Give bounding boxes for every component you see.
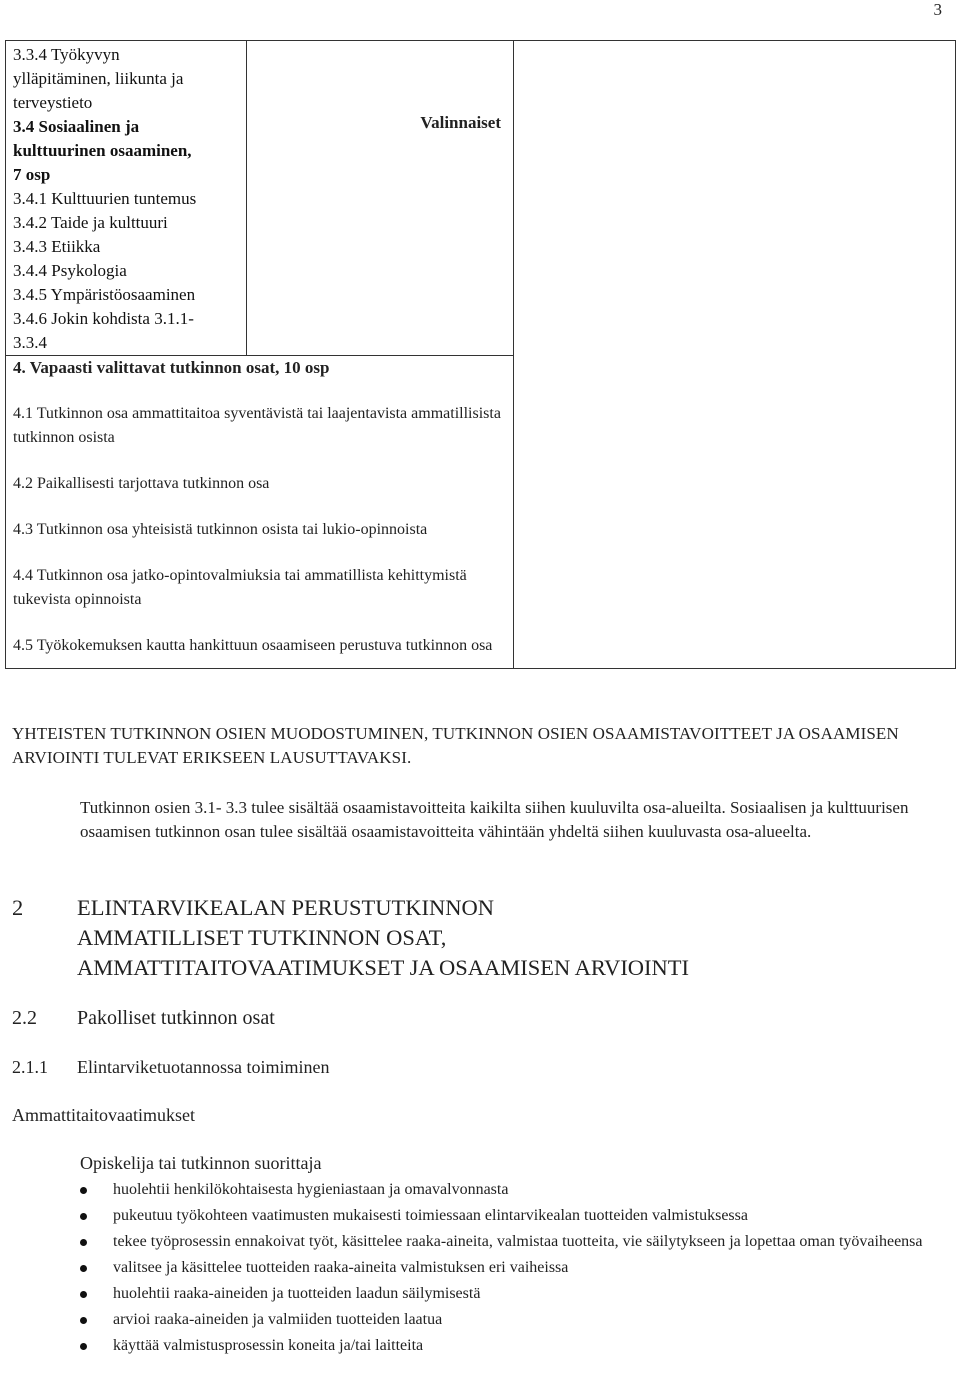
list-item-text: pukeutuu työkohteen vaatimusten mukaisesti toimiessaan elintarvikealan tuotteiden valmistuksessa xyxy=(113,1207,748,1224)
elective-item: 4.2 Paikallisesti tarjottava tutkinnon osa xyxy=(13,475,270,492)
common-unit-line: 7 osp xyxy=(13,165,51,184)
common-unit-line: 3.4.1 Kulttuurien tuntemus xyxy=(13,189,197,208)
table-cell-common-units xyxy=(6,41,247,356)
table-cell-electives xyxy=(6,356,514,669)
table-cell-valinnaiset xyxy=(247,41,514,356)
main-heading-number: 2 xyxy=(12,895,24,920)
common-unit-line: 3.4.3 Etiikka xyxy=(13,237,101,256)
opiskelija-label: Opiskelija tai tutkinnon suorittaja xyxy=(80,1153,322,1173)
subsection-heading xyxy=(12,1055,329,1079)
common-unit-line: 3.4.5 Ympäristöosaaminen xyxy=(13,285,196,304)
list-item xyxy=(80,1256,940,1280)
main-heading-line: ELINTARVIKEALAN PERUSTUTKINNON xyxy=(77,895,494,920)
list-item-text: käyttää valmistusprosessin koneita ja/tai laitteita xyxy=(113,1337,424,1354)
common-unit-line: 3.4.2 Taide ja kulttuuri xyxy=(13,213,168,232)
curriculum-table xyxy=(5,40,956,669)
table-cell-empty xyxy=(514,41,956,669)
list-item-text: huolehtii henkilökohtaisesta hygieniastaan ja omavalvonnasta xyxy=(113,1181,509,1198)
common-unit-line: 3.3.4 xyxy=(13,333,47,352)
elective-item: 4.3 Tutkinnon osa yhteisistä tutkinnon osista tai lukio-opinnoista xyxy=(13,521,428,538)
bullet-icon xyxy=(80,1187,87,1194)
bullet-icon xyxy=(80,1213,87,1220)
main-heading-text xyxy=(77,893,937,983)
common-units-list xyxy=(6,41,246,355)
elective-item: 4.5 Työkokemuksen kautta hankittuun osaamiseen perustuva tutkinnon osa xyxy=(13,637,493,654)
list-item xyxy=(80,1178,940,1202)
common-unit-line: 3.4.4 Psykologia xyxy=(13,261,127,280)
list-item xyxy=(80,1308,940,1332)
main-heading-line: AMMATTITAITOVAATIMUKSET JA OSAAMISEN ARVIOINTI xyxy=(77,955,690,980)
list-item xyxy=(80,1334,940,1358)
list-item-text: huolehtii raaka-aineiden ja tuotteiden laadun säilymisestä xyxy=(113,1285,481,1302)
page-number: 3 xyxy=(933,0,942,19)
section-number: 2.2 xyxy=(12,1007,37,1029)
elective-item: 4.1 Tutkinnon osa ammattitaitoa syventävistä tai laajentavista ammatillisista tutkinnon osista xyxy=(13,405,501,446)
subsection-number: 2.1.1 xyxy=(12,1057,48,1077)
list-item-text: valitsee ja käsittelee tuotteiden raaka-aineita valmistuksen eri vaiheissa xyxy=(113,1259,569,1276)
list-item xyxy=(80,1282,940,1306)
elective-items xyxy=(6,402,513,668)
main-heading-line: AMMATILLISET TUTKINNON OSAT, xyxy=(77,925,447,950)
section-title: Pakolliset tutkinnon osat xyxy=(77,1007,275,1029)
valinnaiset-label: Valinnaiset xyxy=(420,113,501,132)
common-unit-line: ylläpitäminen, liikunta ja xyxy=(13,69,184,88)
elective-item: 4.4 Tutkinnon osa jatko-opintovalmiuksia tai ammatillista kehittymistä tukevista opinnoista xyxy=(13,567,467,608)
common-unit-line: terveystieto xyxy=(13,93,93,112)
list-item xyxy=(80,1204,940,1228)
common-unit-line: 3.4 Sosiaalinen ja xyxy=(13,117,140,136)
bullet-icon xyxy=(80,1291,87,1298)
common-unit-line: 3.3.4 Työkyvyn xyxy=(13,45,120,64)
elective-title: 4. Vapaasti valittavat tutkinnon osat, 10 osp xyxy=(13,358,330,377)
bullet-icon xyxy=(80,1343,87,1350)
common-unit-line: kulttuurinen osaaminen, xyxy=(13,141,192,160)
common-unit-line: 3.4.6 Jokin kohdista 3.1.1- xyxy=(13,309,194,328)
ammattitaito-label: Ammattitaitovaatimukset xyxy=(12,1105,195,1125)
list-item-text: arvioi raaka-aineiden ja valmiiden tuotteiden laatua xyxy=(113,1311,443,1328)
requirements-list xyxy=(80,1178,940,1360)
bullet-icon xyxy=(80,1317,87,1324)
bullet-icon xyxy=(80,1239,87,1246)
list-item xyxy=(80,1230,940,1254)
notice-caps: YHTEISTEN TUTKINNON OSIEN MUODOSTUMINEN, TUTKINNON OSIEN OSAAMISTAVOITTEET JA OSAAMISEN ARVIOINTI TULEVAT ERIKSEEN LAUSUTTAVAKSI. xyxy=(12,724,899,767)
bullet-icon xyxy=(80,1265,87,1272)
section-heading xyxy=(12,1005,275,1031)
subsection-title: Elintarviketuotannossa toimiminen xyxy=(77,1057,330,1077)
note-paragraph: Tutkinnon osien 3.1- 3.3 tulee sisältää osaamistavoitteita kaikilta siihen kuuluvilta osa-alueilta. Sosiaalisen ja kulttuurisen osaamisen tutkinnon osan tulee sisältää osaamistavoitteita vähintään yhdeltä siihen kuuluvasta osa-alueelta. xyxy=(80,798,909,841)
list-item-text: tekee työprosessin ennakoivat työt, käsittelee raaka-aineita, valmistaa tuotteita, vie säilytykseen ja lopettaa oman työvaiheensa xyxy=(113,1233,923,1250)
